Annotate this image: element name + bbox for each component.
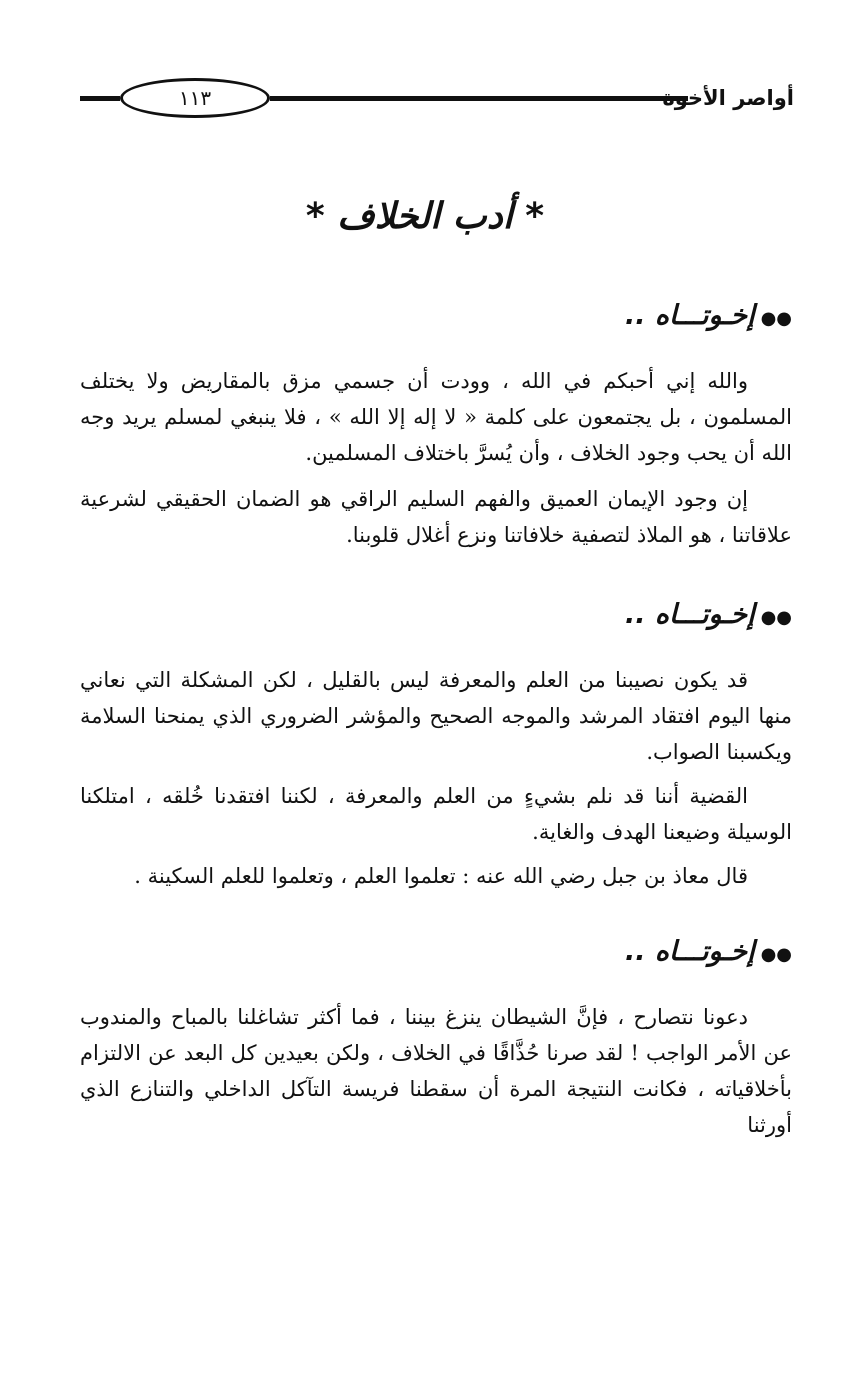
page-content	[80, 296, 792, 1143]
book-title: أواصر الأخوة	[662, 86, 794, 110]
bullet-icon: ●●	[760, 607, 792, 628]
section	[80, 296, 792, 553]
section-heading	[80, 296, 792, 339]
bullet-icon: ●●	[760, 944, 792, 965]
section	[80, 932, 792, 1143]
page-number: ١١٣	[120, 78, 270, 118]
header-rule-left	[80, 96, 120, 101]
paragraph: إن وجود الإيمان العميق والفهم السليم الراقي هو الضمان الحقيقي لشرعية علاقاتنا ، هو الملاذ لتصفية خلافاتنا ونزع أغلال قلوبنا.	[80, 487, 792, 547]
section-heading	[80, 932, 792, 975]
section-heading-text: إخـوتـــاه ..	[624, 599, 755, 630]
section-heading	[80, 595, 792, 638]
running-header	[80, 76, 794, 120]
paragraph: دعونا نتصارح ، فإنَّ الشيطان ينزغ بيننا ، فما أكثر تشاغلنا بالمباح والمندوب عن الأمر الواجب ! لقد صرنا حُذَّاقًا في الخلاف ، ولكن بعيدين كل البعد عن الالتزام بأخلاقياته ، فكانت النتيجة المرة أن سقطنا فريسة التآكل الداخلي والتنازع الذي أورثنا	[80, 1005, 792, 1137]
paragraph: القضية أننا قد نلم بشيءٍ من العلم والمعرفة ، لكننا افتقدنا خُلقه ، امتلكنا الوسيلة وضيعنا الهدف والغاية.	[80, 784, 792, 844]
paragraph: والله إني أحبكم في الله ، وودت أن جسمي مزق بالمقاريض ولا يختلف المسلمون ، بل يجتمعون على كلمة « لا إله إلا الله » ، فلا ينبغي لمسلم يريد وجه الله أن يحب وجود الخلاف ، وأن يُسرَّ باختلاف المسلمين.	[80, 369, 792, 465]
section	[80, 595, 792, 894]
chapter-title: * أدب الخلاف *	[305, 196, 545, 237]
header-rule-right	[270, 96, 688, 101]
section-heading-text: إخـوتـــاه ..	[624, 300, 755, 331]
section-heading-text: إخـوتـــاه ..	[624, 936, 755, 967]
paragraph: قال معاذ بن جبل رضي الله عنه : تعلموا العلم ، وتعلموا للعلم السكينة .	[134, 864, 748, 888]
bullet-icon: ●●	[760, 308, 792, 329]
paragraph: قد يكون نصيبنا من العلم والمعرفة ليس بالقليل ، لكن المشكلة التي نعاني منها اليوم افتقاد المرشد والموجه الصحيح والمؤشر الضروري الذي يمنحنا السلامة ويكسبنا الصواب.	[80, 668, 792, 764]
